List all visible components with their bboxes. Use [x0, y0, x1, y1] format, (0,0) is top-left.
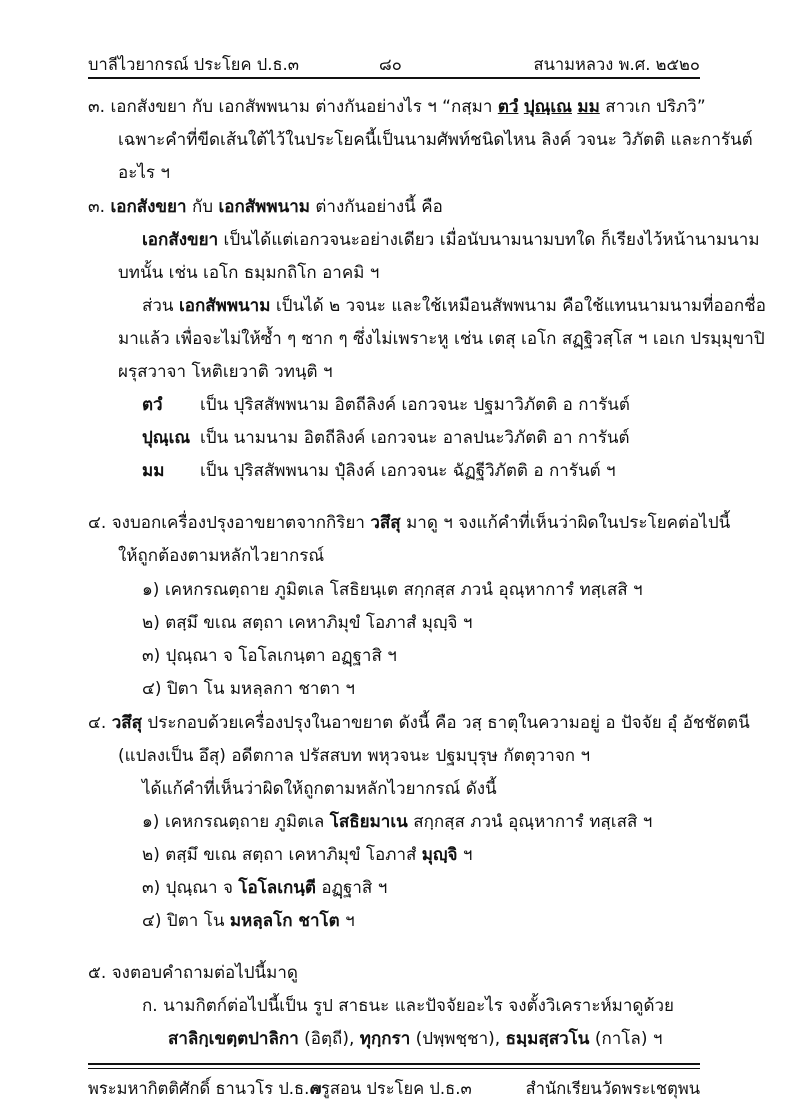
q4-answer-number: ๔. [88, 713, 107, 733]
footer-institution: สำนักเรียนวัดพระเชตุพน [525, 1079, 700, 1098]
q4-corrected-text: ฯ [462, 845, 473, 865]
q3-answer-heading [88, 195, 443, 219]
header-exam-year: สนามหลวง พ.ศ. ๒๕๒๐ [533, 55, 700, 74]
q4-answer-text: ประกอบด้วยเครื่องปรุงในอาขยาต ดังนี้ คือ วสฺ ธาตุในความอยู่ อ ปัจจัย อุํ อัชชัตตนี [147, 713, 750, 733]
q4-corrected-text: สกฺกสฺส ภวนํ อุณฺหาการํ ทสฺเสสิ ฯ [413, 812, 653, 832]
q5-words-line [168, 1027, 662, 1051]
q4-corrected-text: ฯ [345, 911, 355, 931]
q4-corrected-word: โสธิยมาเน [329, 812, 408, 832]
footer-course: ครูสอน ประโยค ป.ธ.๓ [310, 1079, 472, 1098]
q4-exercise-item: ๔) ปิตา โน มหลฺลกา ชาตา ฯ [142, 679, 355, 699]
q4-answer-line3: ได้แก้คำที่เห็นว่าผิดให้ถูกตามหลักไวยากรณ์ ดังนี้ [142, 779, 497, 799]
q4-corrected-item [142, 909, 355, 933]
q4-corrected-text: อฏฺฐาสิ ฯ [321, 878, 388, 898]
q5-word-note: (กาโล) ฯ [594, 1029, 663, 1049]
q4-corrected-word: โอโลเกนฺตี [238, 878, 316, 898]
q5-word-note: (อิตฺถี), [304, 1029, 355, 1049]
footer-author: พระมหากิตติศักดิ์ ธานวโร ป.ธ.๗ [88, 1079, 322, 1098]
q3-para2-term: เอกสัพพนาม [178, 296, 271, 316]
q4-corrected-item [142, 843, 472, 867]
q3-analysis-desc: เป็น ปุริสสัพพนาม อิตถีลิงค์ เอกวจนะ ปฐมาวิภัตติ อ การันต์ [200, 395, 630, 415]
q3-answer-term: เอกสัพพนาม [218, 197, 310, 217]
q4-question-text: มาดู ฯ จงแก้คำที่เห็นว่าผิดในประโยคต่อไปนี้ [406, 513, 731, 533]
q3-question-text: สาวเก ปริภวิ” [605, 97, 706, 117]
q3-para2-line1 [142, 294, 766, 318]
q3-para1-text: เป็นได้แต่เอกวจนะอย่างเดียว เมื่อนับนามนามบทใด ก็เรียงไว้หน้านามนาม [223, 230, 760, 250]
q4-corrected-item [142, 876, 387, 900]
q3-underlined-word: มม [577, 97, 600, 117]
page-footer [88, 1076, 700, 1100]
q4-answer-verb: วสึสุ [111, 713, 142, 733]
header-rule [88, 77, 700, 79]
q3-para2-text: ส่วน [142, 296, 174, 316]
q5-word: ทุกฺกรา [359, 1029, 411, 1049]
q4-corrected-text: ๓) ปุณฺณา จ [142, 878, 233, 898]
q3-underlined-word: ปุณฺเณ [523, 97, 572, 117]
q3-para2-line3: ผรุสวาจา โหติเยวาติ วทนฺติ ฯ [118, 362, 333, 382]
q5-word: สาลิกฺเขตฺตปาลิกา [168, 1029, 299, 1049]
q4-answer-line2: (แปลงเป็น อึสุ) อดีตกาล ปรัสสบท พหุวจนะ ปฐมบุรุษ กัตตุวาจก ฯ [118, 746, 591, 766]
q4-number: ๔. [88, 513, 107, 533]
q3-answer-term: เอกสังขยา [110, 197, 187, 217]
q3-para1-line2: บทนั้น เช่น เอโก ธมฺมกถิโก อาคมิ ฯ [118, 263, 380, 283]
q3-question-text: เอกสังขยา กับ เอกสัพพนาม ต่างกันอย่างไร ฯ “กสฺมา [110, 97, 493, 117]
q4-corrected-item [142, 810, 652, 834]
footer-rule-thick [88, 1063, 700, 1065]
q4-question-line2: ให้ถูกต้องตามหลักไวยากรณ์ [118, 546, 325, 566]
q3-question-line3: อะไร ฯ [118, 163, 170, 183]
q3-analysis-desc: เป็น ปุริสสัพพนาม ปุํลิงค์ เอกวจนะ ฉัฏฐีวิภัตติ อ การันต์ ฯ [200, 461, 616, 481]
q4-exercise-item: ๓) ปุณฺณา จ โอโลเกนฺตา อฏฺฐาสิ ฯ [142, 646, 397, 666]
q5-question [88, 961, 298, 985]
q3-question-line1 [88, 95, 706, 119]
q3-analysis-word: มม [142, 461, 165, 481]
q4-question-text: จงบอกเครื่องปรุงอาขยาตจากกิริยา [111, 513, 365, 533]
q4-corrected-word: มหลฺลโก ชาโต [229, 911, 340, 931]
q3-answer-number: ๓. [88, 197, 106, 217]
q4-corrected-word: มุญฺจิ [421, 845, 458, 865]
q4-question-line1 [88, 511, 730, 535]
q3-answer-text: ต่างกันอย่างนี้ คือ [315, 197, 443, 217]
header-page-number: ๘๐ [379, 55, 402, 74]
q4-corrected-text: ๑) เคหกรณตฺถาย ภูมิตเล [142, 812, 325, 832]
q5-subquestion: ก. นามกิตก์ต่อไปนี้เป็น รูป สาธนะ และปัจจัยอะไร จงตั้งวิเคราะห์มาดูด้วย [142, 996, 675, 1016]
q4-verb: วสึสุ [370, 513, 401, 533]
q3-analysis-desc: เป็น นามนาม อิตถีลิงค์ เอกวจนะ อาลปนะวิภัตติ อา การันต์ [200, 428, 630, 448]
q4-corrected-text: ๒) ตสฺมึ ขเณ สตฺถา เคหาภิมุขํ โอภาสํ [142, 845, 417, 865]
q3-underlined-word: ตวํ [497, 97, 519, 117]
q4-answer-line1 [88, 711, 750, 735]
q3-para1-term: เอกสังขยา [142, 230, 219, 250]
q5-question-text: จงตอบคำถามต่อไปนี้มาดู [111, 963, 298, 983]
q5-number: ๕. [88, 963, 107, 983]
q3-answer-text: กับ [191, 197, 214, 217]
page-header [88, 46, 700, 76]
q3-analysis-row [142, 459, 616, 483]
q3-para2-line2: มาแล้ว เพื่อจะไม่ให้ซ้ำ ๆ ซาก ๆ ซึ่งไม่เพราะหู เช่น เตสุ เอโก สฏฺฐิวสฺโส ฯ เอเก ปรมฺมุขาปิ [118, 329, 765, 349]
q3-analysis-word: ปุณฺเณ [142, 428, 191, 448]
q4-exercise-item: ๑) เคหกรณตฺถาย ภูมิตเล โสธิยนฺเต สกฺกสฺส ภวนํ อุณฺหาการํ ทสฺเสสิ ฯ [142, 580, 643, 600]
q4-exercise-item: ๒) ตสฺมึ ขเณ สตฺถา เคหาภิมุขํ โอภาสํ มุญฺจิ ฯ [142, 613, 473, 633]
q3-analysis-word: ตวํ [142, 395, 163, 415]
q5-word: ธมฺมสฺสวโน [505, 1029, 590, 1049]
footer-rule-thin [88, 1068, 700, 1069]
q3-question-line2: เฉพาะคำที่ขีดเส้นใต้ไว้ในประโยคนี้เป็นนามศัพท์ชนิดไหน ลิงค์ วจนะ วิภัตติ และการันต์ [118, 130, 753, 150]
q3-para1-line1 [142, 228, 760, 252]
q3-analysis-row [142, 393, 630, 417]
q5-word-note: (ปพฺพชฺชา), [415, 1029, 501, 1049]
q3-number: ๓. [88, 97, 106, 117]
q3-para2-text: เป็นได้ ๒ วจนะ และใช้เหมือนสัพพนาม คือใช้แทนนามนามที่ออกชื่อ [275, 296, 766, 316]
header-book-title: บาลีไวยากรณ์ ประโยค ป.ธ.๓ [88, 55, 300, 74]
q4-corrected-text: ๔) ปิตา โน [142, 911, 225, 931]
q3-analysis-row [142, 426, 630, 450]
